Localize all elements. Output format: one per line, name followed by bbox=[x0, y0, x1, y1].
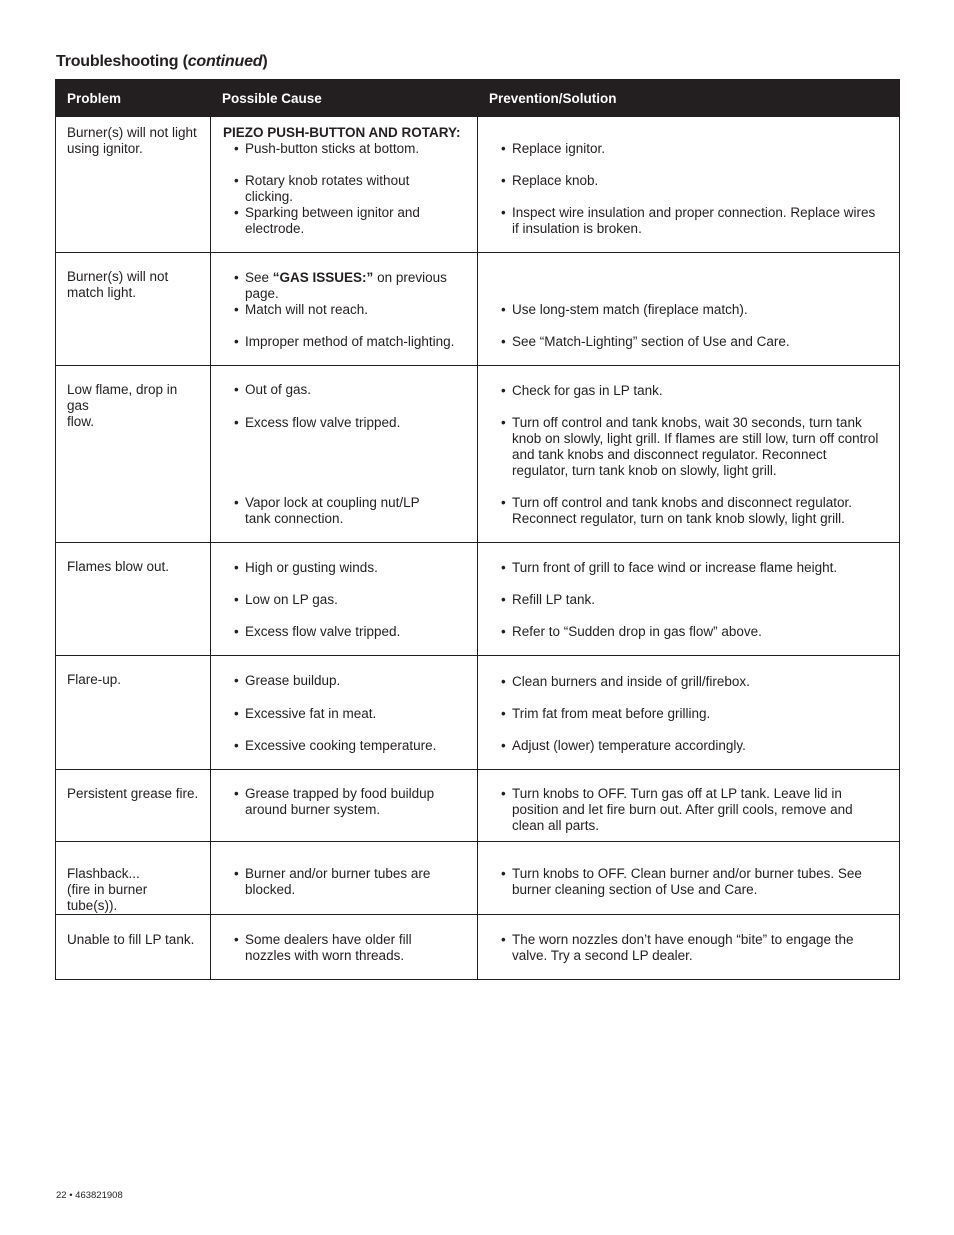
solution-item: • Inspect wire insulation and proper connection. Replace wires if insulation is broken. bbox=[501, 205, 881, 237]
cause-item: • See “GAS ISSUES:” on previous page. bbox=[234, 270, 459, 302]
cause-item: • Grease trapped by food buildup around burner system. bbox=[234, 786, 459, 818]
solution-item: • Clean burners and inside of grill/firebox. bbox=[501, 674, 881, 690]
problem-cell: Persistent grease fire. bbox=[56, 770, 211, 842]
solution-item: • Replace knob. bbox=[501, 173, 881, 189]
table-row bbox=[56, 253, 900, 366]
solution-cell bbox=[478, 117, 900, 253]
cause-item: • Push-button sticks at bottom. bbox=[234, 141, 459, 157]
solution-cell bbox=[478, 770, 900, 842]
solution-item: • The worn nozzles don’t have enough “bite” to engage the valve. Try a second LP dealer. bbox=[501, 932, 881, 964]
solution-item: • Turn off control and tank knobs and disconnect regulator. Reconnect regulator, turn on tank knob slowly, light grill. bbox=[501, 495, 881, 527]
cause-item: • Some dealers have older fill nozzles with worn threads. bbox=[234, 932, 459, 964]
cause-heading: PIEZO PUSH-BUTTON AND ROTARY: bbox=[223, 125, 461, 140]
problem-cell: Flare-up. bbox=[56, 656, 211, 770]
table-row bbox=[56, 366, 900, 543]
section-title: Troubleshooting (continued) bbox=[56, 53, 268, 70]
solution-item: • Adjust (lower) temperature accordingly. bbox=[501, 738, 881, 754]
solution-cell bbox=[478, 842, 900, 915]
solution-cell bbox=[478, 543, 900, 656]
cause-item: • Excess flow valve tripped. bbox=[234, 624, 459, 640]
table-row bbox=[56, 117, 900, 253]
cause-item: • Rotary knob rotates without clicking. bbox=[234, 173, 459, 205]
table-row bbox=[56, 842, 900, 915]
table-row bbox=[56, 656, 900, 770]
problem-cell: Burner(s) will not light using ignitor. bbox=[56, 117, 211, 253]
table-row bbox=[56, 915, 900, 980]
problem-cell: Flames blow out. bbox=[56, 543, 211, 656]
cause-item: • Sparking between ignitor and electrode. bbox=[234, 205, 459, 237]
cause-item: • Low on LP gas. bbox=[234, 592, 459, 608]
cause-item: • Out of gas. bbox=[234, 382, 459, 398]
problem-cell: Unable to fill LP tank. bbox=[56, 915, 211, 980]
cause-cell bbox=[211, 253, 478, 366]
cause-item: • Excessive cooking temperature. bbox=[234, 738, 459, 754]
table-row bbox=[56, 770, 900, 842]
cause-item: • Excessive fat in meat. bbox=[234, 706, 459, 722]
solution-item: • Use long-stem match (fireplace match). bbox=[501, 302, 881, 318]
cause-item: • High or gusting winds. bbox=[234, 560, 459, 576]
solution-cell bbox=[478, 366, 900, 543]
problem-cell: Burner(s) will not match light. bbox=[56, 253, 211, 366]
cause-cell bbox=[211, 915, 478, 980]
cause-cell bbox=[211, 117, 478, 253]
problem-cell: Flashback... (fire in burner tube(s)). bbox=[56, 842, 211, 915]
cause-item: • Grease buildup. bbox=[234, 673, 459, 689]
table-header-row bbox=[56, 80, 900, 117]
page-footer: 22 • 463821908 bbox=[56, 1190, 123, 1201]
solution-item: • Refill LP tank. bbox=[501, 592, 881, 608]
cause-cell bbox=[211, 543, 478, 656]
solution-item: • See “Match-Lighting” section of Use and Care. bbox=[501, 334, 881, 350]
solution-item: • Trim fat from meat before grilling. bbox=[501, 706, 881, 722]
solution-cell bbox=[478, 253, 900, 366]
solution-item: • Replace ignitor. bbox=[501, 141, 881, 157]
header-possible-cause: Possible Cause bbox=[211, 80, 478, 117]
cause-cell bbox=[211, 656, 478, 770]
solution-item: • Check for gas in LP tank. bbox=[501, 383, 881, 399]
header-problem: Problem bbox=[56, 80, 211, 117]
header-prevention-solution: Prevention/Solution bbox=[478, 80, 900, 117]
solution-item: • Turn off control and tank knobs, wait 30 seconds, turn tank knob on slowly, light grill. If flames are still low, turn off control and tank knobs and disconnect regulator. Reconnect regulator, turn tank knob on slowly, light grill. bbox=[501, 415, 881, 479]
cause-item: • Match will not reach. bbox=[234, 302, 459, 318]
table-row bbox=[56, 543, 900, 656]
troubleshooting-table bbox=[55, 79, 900, 980]
cause-item: • Burner and/or burner tubes are blocked. bbox=[234, 866, 459, 898]
solution-item: • Turn knobs to OFF. Turn gas off at LP tank. Leave lid in position and let fire burn out. After grill cools, remove and clean all parts. bbox=[501, 786, 881, 834]
solution-cell bbox=[478, 656, 900, 770]
cause-item: • Improper method of match-lighting. bbox=[234, 334, 459, 350]
cause-item: • Excess flow valve tripped. bbox=[234, 415, 459, 431]
solution-item: • Turn knobs to OFF. Clean burner and/or burner tubes. See burner cleaning section of Use and Care. bbox=[501, 866, 881, 898]
solution-item: • Refer to “Sudden drop in gas flow” above. bbox=[501, 624, 881, 640]
problem-cell: Low flame, drop in gas flow. bbox=[56, 366, 211, 543]
solution-item: • Turn front of grill to face wind or increase flame height. bbox=[501, 560, 881, 576]
cause-item: • Vapor lock at coupling nut/LP tank connection. bbox=[234, 495, 427, 527]
cause-cell bbox=[211, 842, 478, 915]
solution-cell bbox=[478, 915, 900, 980]
cause-cell bbox=[211, 770, 478, 842]
cause-cell bbox=[211, 366, 478, 543]
